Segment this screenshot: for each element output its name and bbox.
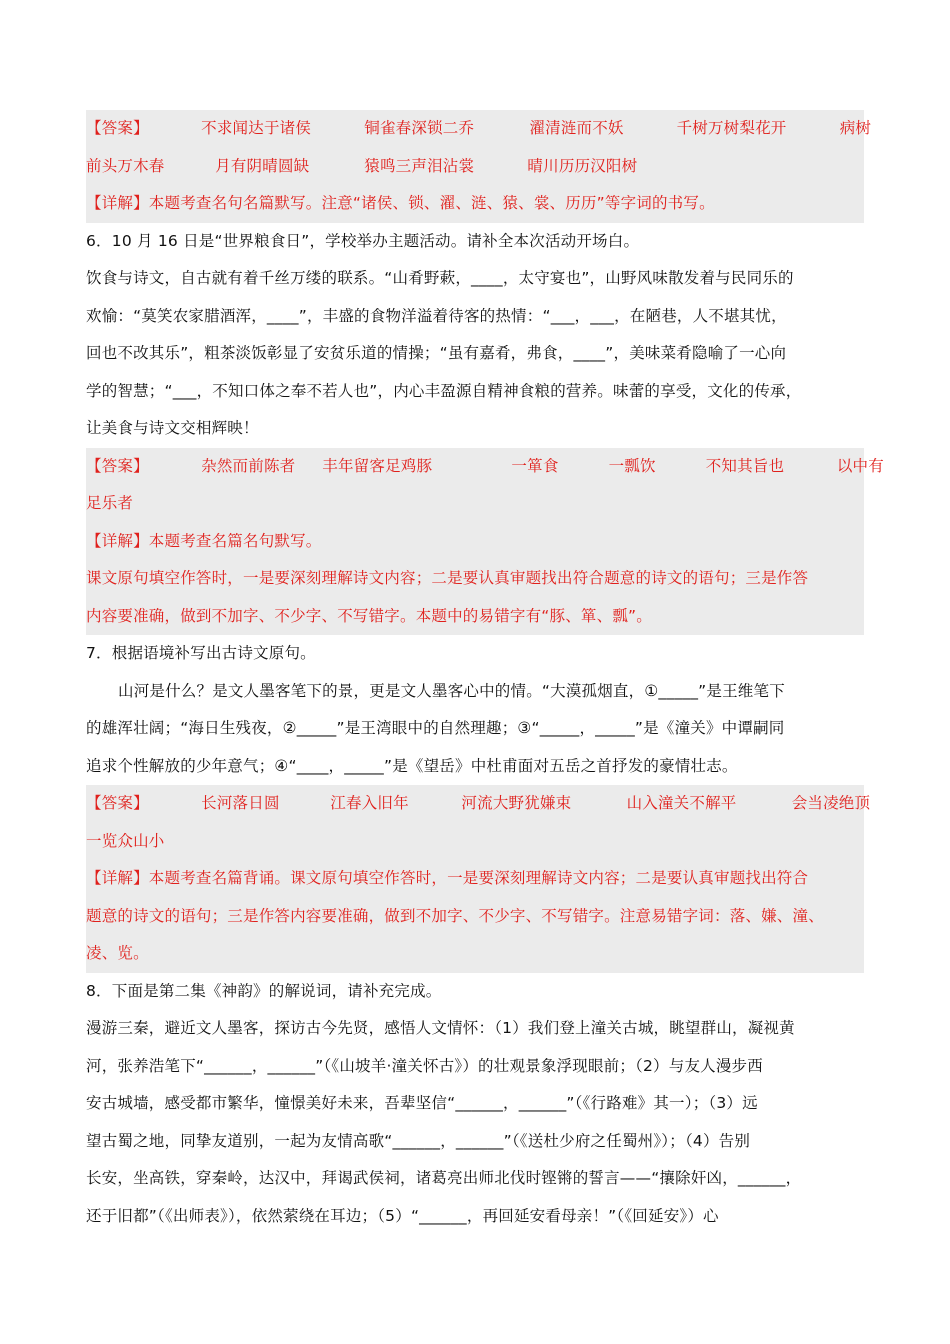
answer-item: 濯清涟而不妖 [529,119,624,137]
detail-line: 【详解】本题考查名篇背诵。课文原句填空作答时，一是要深刻理解诗文内容；二是要认真审题找出符合 [86,860,864,898]
answer-item: 江春入旧年 [330,794,409,812]
question-title: 7．根据语境补写出古诗文原句。 [86,644,316,662]
answer-label: 【答案】 [86,456,149,475]
answer-item: 一箪食 [511,456,559,475]
question-body-line: 让美食与诗文交相辉映！ [86,419,259,437]
question-body-line: 的雄浑壮阔；“海日生残夜，②_____”是王湾眼中的自然理趣；③“_____，_____”是《潼关》中谭嗣同 [86,719,785,737]
question-body-line: 回也不改其乐”，粗茶淡饭彰显了安贫乐道的情操；“虽有嘉肴，弗食，____”，美味菜肴隐喻了一心向 [86,344,787,362]
question-body-line: 学的智慧；“___，不知口体之奉不若人也”，内心丰盈源自精神食粮的营养。味蕾的享受，文化的传承， [86,381,802,400]
answer-item: 一瓢饮 [608,456,656,475]
answer-item: 丰年留客足鸡豚 [322,456,433,475]
answer-label: 【答案】 [86,794,149,812]
detail-line: 【详解】本题考查名篇名句默写。 [86,523,864,561]
question-title: 6．10 月 16 日是“世界粮食日”，学校举办主题活动。请补全本次活动开场白。 [86,231,640,250]
question-body-line: 饮食与诗文，自古就有着千丝万缕的联系。“山肴野蔌，____，太守宴也”，山野风味散发着与民同乐的 [86,269,794,287]
question-body-line: 追求个性解放的少年意气；④“____，_____”是《望岳》中杜甫面对五岳之首抒发的豪情壮志。 [86,756,738,775]
detail-line: 【详解】本题考查名句名篇默写。注意“诸侯、锁、濯、涟、猿、裳、历历”等字词的书写。 [86,185,864,223]
question-body-line: 长安，坐高铁，穿秦岭，达汉中，拜谒武侯祠，诸葛亮出师北伐时铿锵的誓言——“攘除奸凶，______， [86,1169,802,1187]
answer-line [86,110,872,148]
document-page [86,110,884,1235]
question-body-line: 山河是什么？是文人墨客笔下的景，更是文人墨客心中的情。“大漠孤烟直，①_____”是王维笔下 [118,681,785,700]
answer-item: 猿鸣三声泪沾裳 [364,156,475,175]
question-title: 8．下面是第二集《神韵》的解说词，请补充完成。 [86,981,442,1000]
detail-line: 题意的诗文的语句；三是作答内容要准确，做到不加字、不少字、不写错字。注意易错字词：落、嫌、潼、 [86,898,864,936]
detail-line: 内容要准确，做到不加字、不少字、不写错字。本题中的易错字有“豚、箪、瓢”。 [86,598,864,636]
question-body-line: 欢愉：“莫笑农家腊酒浑，____”，丰盛的食物洋溢着待客的热情：“___，___，在陋巷，人不堪其忧， [86,306,787,325]
answer-line: 一览众山小 [86,823,864,861]
answer-item: 山入潼关不解平 [626,794,737,812]
question-body-line: 还于旧都”（《出师表》），依然萦绕在耳边；（5）“______，再回延安看母亲！”（《回延安》）心 [86,1206,719,1225]
answer-item: 会当凌绝顶 [791,794,871,812]
answer-line [86,148,864,186]
answer-item: 千树万树梨花开 [676,119,787,137]
answer-item: 月有阴晴圆缺 [215,156,310,175]
answer-item: 长河落日圆 [201,794,280,812]
detail-line: 凌、览。 [86,935,864,973]
answer-item: 不求闻达于诸侯 [201,119,312,137]
answer-item: 不知其旨也 [705,456,785,475]
question-body-line: 漫游三秦，避近文人墨客，探访古今先贤，感悟人文情怀：（1）我们登上潼关古城，眺望群山，凝视黄 [86,1019,795,1037]
answer-item: 河流大野犹嫌束 [461,794,572,812]
answer-item: 病树 [839,119,872,137]
answer-line [86,448,884,486]
answer-item: 杂然而前陈者 [201,456,296,475]
answer-label: 【答案】 [86,119,149,137]
answer-item: 以中有 [836,456,884,475]
question-body-line: 望古蜀之地，同挚友道别，一起为友情高歌“______，______”（《送杜少府之任蜀州》）；（4）告别 [86,1131,751,1150]
answer-item: 铜雀春深锁二乔 [364,119,475,137]
answer-item: 前头万木春 [86,156,165,175]
answer-line: 足乐者 [86,485,864,523]
question-body-line: 安古城墙，感受都市繁华，憧憬美好未来，吾辈坚信“______，______”（《行路难》其一）；（3）远 [86,1094,758,1112]
question-body-line: 河，张养浩笔下“______，______”（《山坡羊·潼关怀古》）的壮观景象浮现眼前；（2）与友人漫步西 [86,1056,763,1075]
detail-line: 课文原句填空作答时，一是要深刻理解诗文内容；二是要认真审题找出符合题意的诗文的语句；三是作答 [86,560,864,598]
answer-item: 晴川历历汉阳树 [527,156,638,175]
answer-line [86,785,871,823]
